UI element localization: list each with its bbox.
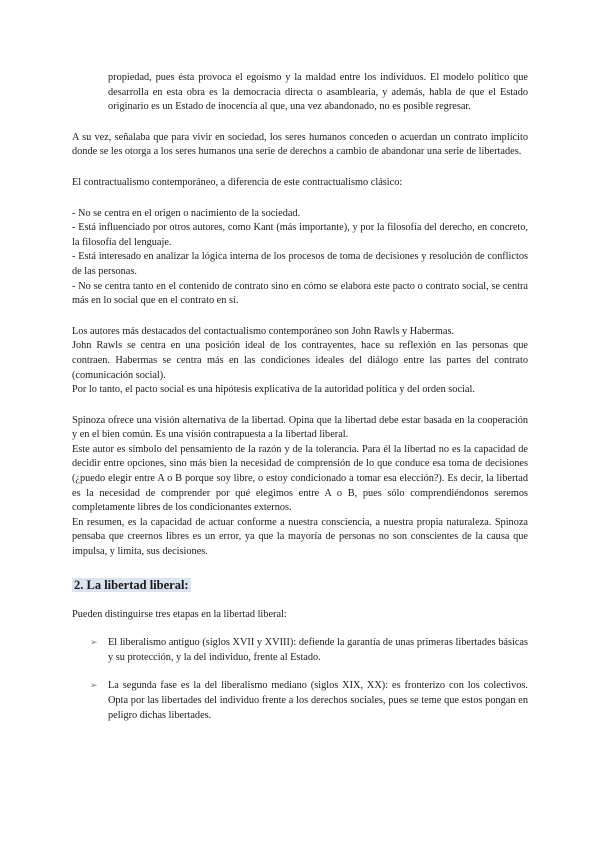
spinoza-block [72,414,528,560]
paragraph-contemporary-intro: El contractualismo contemporáneo, a diferencia de este contractualismo clásico: [72,176,403,188]
list-item [72,679,528,723]
list-item-text: El liberalismo antiguo (siglos XVII y XVIII): defiende la garantía de unas primeras libertades básicas y su protección, y la del individuo, frente al Estado. [108,637,528,663]
paragraph-contract: A su vez, señalaba que para vivir en sociedad, los seres humanos conceden o acuerdan un contrato implícito donde se les otorga a los seres humanos una serie de derechos a cambio de abandonar una serie de libertades. [72,131,528,158]
arrow-bullet-icon: ➢ [90,638,98,649]
arrow-bullet-icon: ➢ [90,681,98,692]
authors-line: Por lo tanto, el pacto social es una hipótesis explicativa de la autoridad política y del orden social. [72,384,475,396]
section-heading [72,576,528,594]
dash-item: - Está interesado en analizar la lógica interna de los procesos de toma de decisiones y resolución de conflictos de las personas. [72,251,528,277]
dash-item: - No se centra tanto en el contenido de contrato sino en cómo se elabora este pacto o contrato social, se centra más en lo social que en el contrato en sí. [72,280,528,307]
dash-item: - Está influenciado por otros autores, como Kant (más importante), y por la filosofía del derecho, en concreto, la filosofía del lenguaje. [72,222,528,248]
section-intro: Pueden distinguirse tres etapas en la libertad liberal: [72,608,287,620]
list-item [72,636,528,665]
authors-line: Los autores más destacados del contactualismo contemporáneo son John Rawls y Habermas. [72,325,455,337]
list-item-text: La segunda fase es la del liberalismo mediano (siglos XIX, XX): es fronterizo con los colectivos. Opta por las libertades del individuo frente a los derechos sociales, pues se teme que estos pongan en peligro dichas libertades. [108,680,528,721]
dash-list [72,207,528,309]
authors-block [72,325,528,398]
bullet-list [72,636,528,723]
spinoza-line: En resumen, es la capacidad de actuar conforme a nuestra consciencia, a nuestra propia naturaleza. Spinoza pensaba que creernos libres es un error, ya que la mayoría de personas no son conscientes de la causa que impulsa, y limita, sus decisiones. [72,516,528,558]
section-heading-text: 2. La libertad liberal: [74,577,189,592]
spinoza-line: Este autor es símbolo del pensamiento de la razón y de la tolerancia. Para él la libertad no es la capacidad de decidir entre opciones, sino más bien la necesidad de comprensión de lo que conduce esa toma de decisiones (¿puedo elegir entre A o B porque soy libre, o estoy condicionado a tomar esa elección?). Es decir, la libertad es la necesidad de comprender por qué elegimos entre A o B, pues sólo comprendiéndonos seremos completamente libres de los condicionantes externos. [72,443,528,514]
dash-item: - No se centra en el origen o nacimiento de la sociedad. [72,207,301,219]
top-indented-paragraph: propiedad, pues ésta provoca el egoísmo y la maldad entre los individuos. El modelo político que desarrolla en esta obra es la democracia directa o asamblearia, y además, habla de que el Estado originario es un Estado de inocencia al que, una vez abandonado, no es posible regresar. [108,72,528,113]
spinoza-line: Spinoza ofrece una visión alternativa de la libertad. Opina que la libertad debe estar basada en la cooperación y en el bien común. Es una visión contrapuesta a la libertad liberal. [72,414,528,441]
authors-line: John Rawls se centra en una posición ideal de los contrayentes, hace su reflexión en las personas que contraen. Habermas se centra más en las condiciones ideales del diálogo entre las partes del contrato (comunicación social). [72,340,528,381]
